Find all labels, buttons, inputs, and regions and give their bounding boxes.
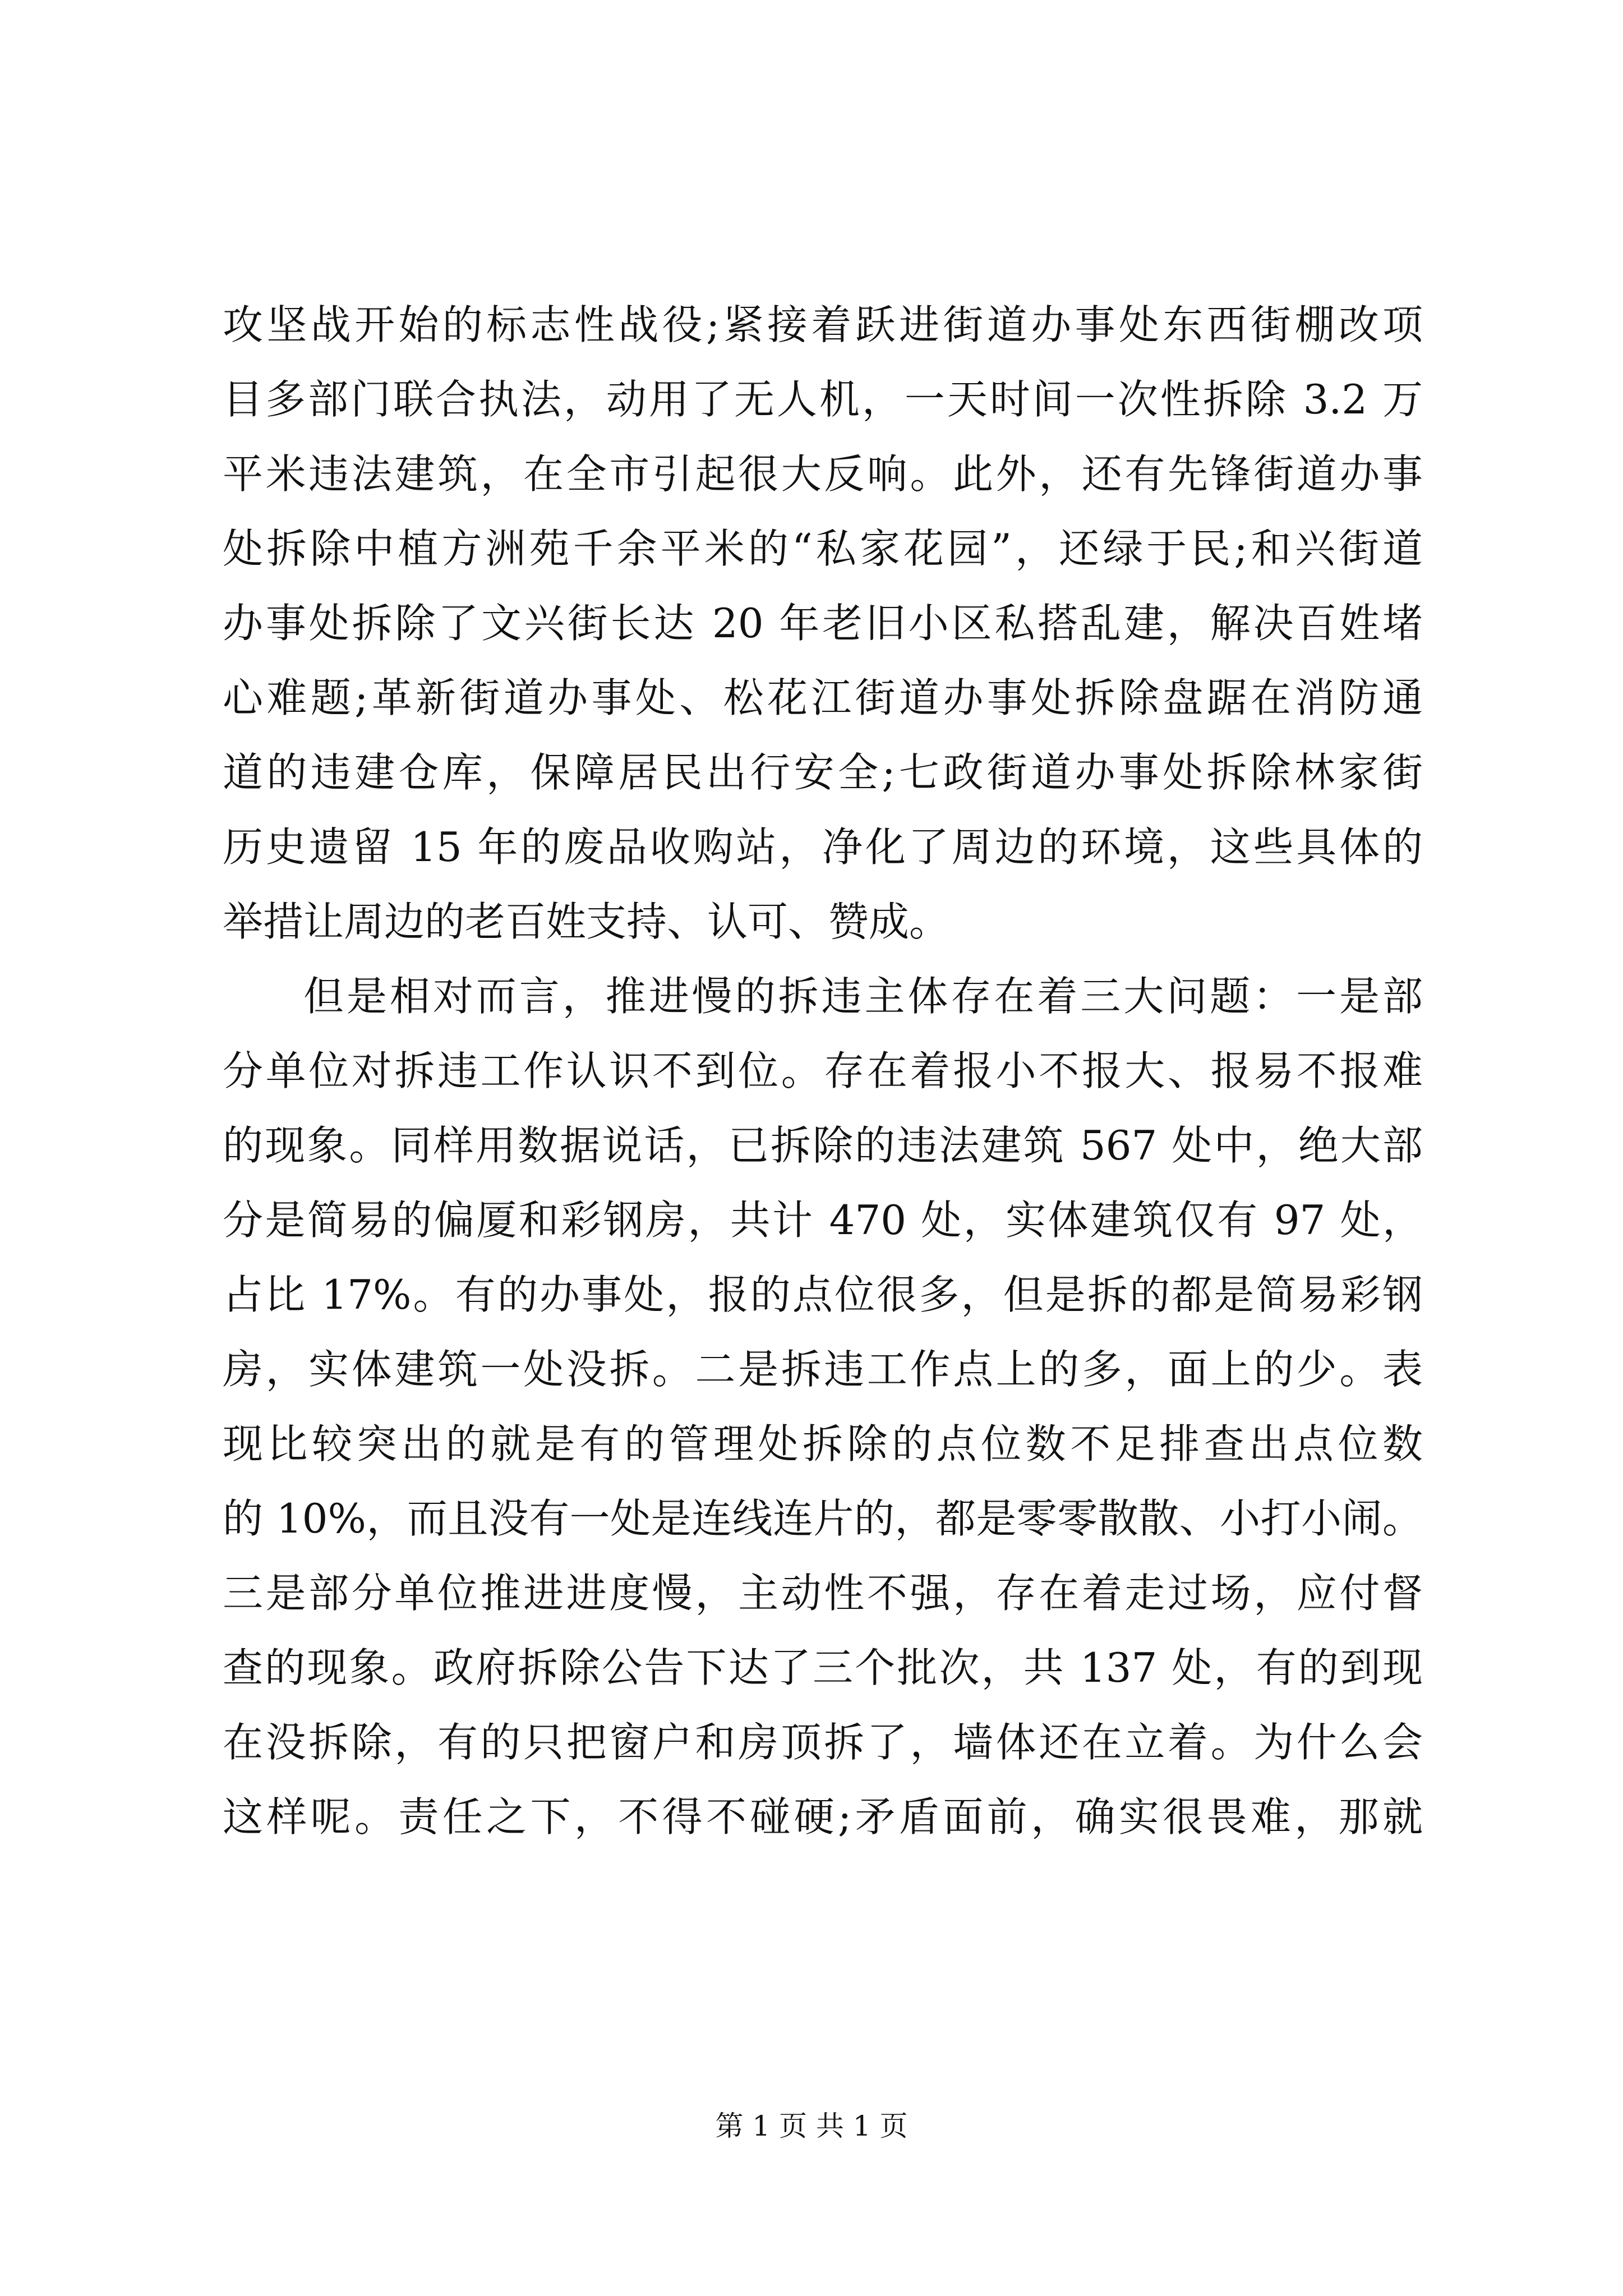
text-line: 查的现象。政府拆除公告下达了三个批次，共 137 处，有的到现 xyxy=(223,1644,1423,1691)
text-line: 分单位对拆违工作认识不到位。存在着报小不报大、报易不报难 xyxy=(223,1047,1423,1094)
text-line: 心难题;革新街道办事处、松花江街道办事处拆除盘踞在消防通 xyxy=(223,674,1423,721)
text-line: 处拆除中植方洲苑千余平米的“私家花园”，还绿于民;和兴街道 xyxy=(223,525,1423,572)
text-line: 的现象。同样用数据说话，已拆除的违法建筑 567 处中，绝大部 xyxy=(223,1122,1423,1169)
text-line: 举措让周边的老百姓支持、认可、赞成。 xyxy=(223,898,950,945)
text-line: 三是部分单位推进进度慢，主动性不强，存在着走过场，应付督 xyxy=(223,1570,1423,1617)
text-line: 道的违建仓库，保障居民出行安全;七政街道办事处拆除林家街 xyxy=(223,749,1423,796)
text-line: 分是简易的偏厦和彩钢房，共计 470 处，实体建筑仅有 97 处， xyxy=(223,1197,1423,1244)
text-line: 攻坚战开始的标志性战役;紧接着跃进街道办事处东西街棚改项 xyxy=(223,301,1423,348)
body-text xyxy=(223,288,1423,1855)
text-line: 这样呢。责任之下，不得不碰硬;矛盾面前，确实很畏难，那就 xyxy=(223,1793,1423,1841)
page-footer xyxy=(0,2106,1623,2146)
paragraph-first-line: 但是相对而言，推进慢的拆违主体存在着三大问题：一是部 xyxy=(303,973,1423,1020)
text-line: 历史遗留 15 年的废品收购站，净化了周边的环境，这些具体的 xyxy=(223,823,1423,871)
text-line: 房，实体建筑一处没拆。二是拆违工作点上的多，面上的少。表 xyxy=(223,1346,1423,1393)
page-number: 第 1 页 共 1 页 xyxy=(715,2110,908,2142)
text-line: 目多部门联合执法，动用了无人机，一天时间一次性拆除 3.2 万 xyxy=(223,376,1423,423)
text-line: 现比较突出的就是有的管理处拆除的点位数不足排查出点位数 xyxy=(223,1420,1423,1467)
text-line: 办事处拆除了文兴街长达 20 年老旧小区私搭乱建，解决百姓堵 xyxy=(223,600,1423,647)
text-line: 在没拆除，有的只把窗户和房顶拆了，墙体还在立着。为什么会 xyxy=(223,1719,1423,1766)
text-line: 占比 17%。有的办事处，报的点位很多，但是拆的都是简易彩钢 xyxy=(223,1271,1423,1318)
text-line: 的 10%，而且没有一处是连线连片的，都是零零散散、小打小闹。 xyxy=(223,1495,1423,1542)
text-line: 平米违法建筑，在全市引起很大反响。此外，还有先锋街道办事 xyxy=(223,450,1423,498)
